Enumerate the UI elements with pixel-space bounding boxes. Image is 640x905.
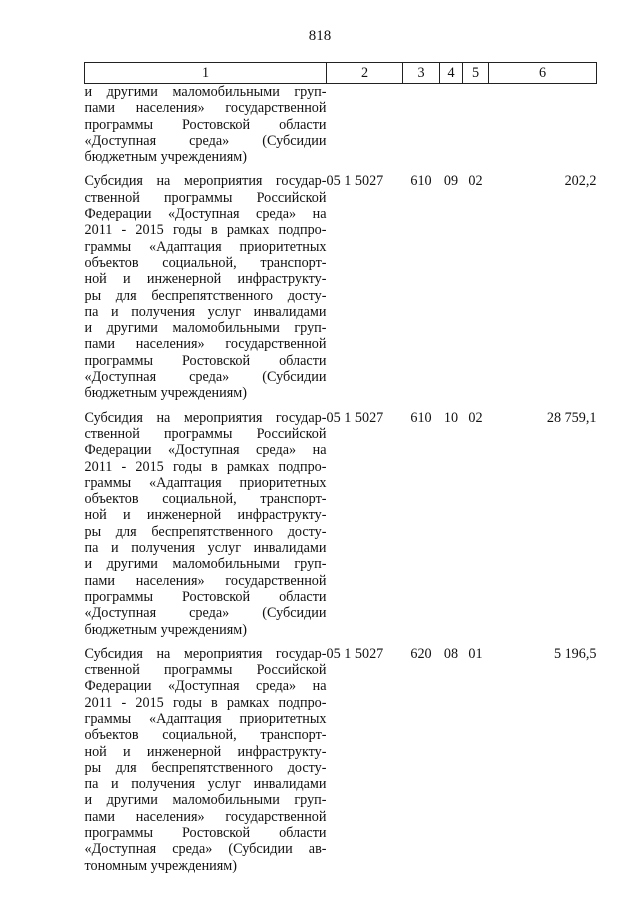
subsection-code: 01 bbox=[468, 645, 483, 662]
empty-cell bbox=[440, 84, 463, 166]
text-line: Субсидия на мероприятия государ- bbox=[84, 409, 327, 426]
text-line: ственной программы Российской bbox=[84, 189, 327, 206]
text-line: 2011 - 2015 годы в рамках подпро- bbox=[84, 222, 327, 239]
text-line: Федерации «Доступная среда» на bbox=[84, 442, 327, 459]
text-line: пами населения» государственной bbox=[84, 336, 327, 353]
text-line: ной и инженерной инфраструкту- bbox=[84, 743, 327, 760]
target-code: 05 1 5027 bbox=[326, 409, 384, 426]
text-line: бюджетным учреждениям) bbox=[84, 385, 247, 402]
text-line: па и получения услуг инвалидами bbox=[84, 303, 327, 320]
text-line: Субсидия на мероприятия государ- bbox=[84, 645, 327, 662]
table-row bbox=[85, 410, 597, 638]
empty-cell bbox=[463, 84, 489, 166]
text-line: и другими маломобильными груп- bbox=[84, 792, 327, 809]
text-line: программы Ростовской области bbox=[84, 116, 327, 133]
budget-table bbox=[84, 62, 597, 874]
subsection-code: 02 bbox=[468, 409, 483, 426]
text-line: 2011 - 2015 годы в рамках подпро- bbox=[84, 694, 327, 711]
table-row bbox=[85, 646, 597, 874]
text-line: «Доступная среда» (Субсидии bbox=[84, 369, 327, 386]
header-col-4: 4 bbox=[440, 63, 463, 84]
page-number: 818 bbox=[308, 28, 332, 44]
row-description bbox=[85, 410, 327, 638]
empty-cell bbox=[327, 84, 403, 166]
text-line: объектов социальной, транспорт- bbox=[84, 727, 327, 744]
section-code: 09 bbox=[443, 173, 459, 190]
text-line: и другими маломобильными груп- bbox=[84, 84, 327, 100]
empty-cell bbox=[403, 84, 440, 166]
text-line: па и получения услуг инвалидами bbox=[84, 540, 327, 557]
text-line: «Доступная среда» (Субсидии ав- bbox=[84, 841, 327, 858]
text-line: тономным учреждениям) bbox=[84, 857, 238, 874]
text-line: ры для беспрепятственного досту- bbox=[84, 287, 327, 304]
text-line: и другими маломобильными груп- bbox=[84, 556, 327, 573]
text-line: ры для беспрепятственного досту- bbox=[84, 759, 327, 776]
text-line: пами населения» государственной bbox=[84, 572, 327, 589]
section-code: 08 bbox=[443, 645, 459, 662]
expense-type: 610 bbox=[410, 409, 432, 426]
text-line: 2011 - 2015 годы в рамках подпро- bbox=[84, 458, 327, 475]
header-col-6: 6 bbox=[489, 63, 597, 84]
text-line: ственной программы Российской bbox=[84, 425, 327, 442]
text-line: программы Ростовской области bbox=[84, 588, 327, 605]
text-line: программы Ростовской области bbox=[84, 825, 327, 842]
text-line: па и получения услуг инвалидами bbox=[84, 776, 327, 793]
text-line: бюджетным учреждениям) bbox=[84, 149, 247, 166]
text-line: Субсидия на мероприятия государ- bbox=[84, 173, 327, 190]
header-col-3: 3 bbox=[403, 63, 440, 84]
continuation-row bbox=[85, 84, 597, 166]
amount: 202,2 bbox=[564, 173, 597, 190]
text-line: Федерации «Доступная среда» на bbox=[84, 206, 327, 223]
text-line: объектов социальной, транспорт- bbox=[84, 254, 327, 271]
text-line: объектов социальной, транспорт- bbox=[84, 491, 327, 508]
amount: 28 759,1 bbox=[546, 409, 597, 426]
header-col-1: 1 bbox=[85, 63, 327, 84]
table-header-row bbox=[85, 63, 597, 84]
text-line: и другими маломобильными груп- bbox=[84, 320, 327, 337]
text-line: ры для беспрепятственного досту- bbox=[84, 523, 327, 540]
expense-type: 620 bbox=[410, 645, 432, 662]
header-col-5: 5 bbox=[463, 63, 489, 84]
target-code: 05 1 5027 bbox=[326, 173, 384, 190]
text-line: «Доступная среда» (Субсидии bbox=[84, 132, 327, 149]
continuation-description bbox=[85, 84, 327, 166]
text-line: ной и инженерной инфраструкту- bbox=[84, 271, 327, 288]
row-description bbox=[85, 173, 327, 401]
empty-cell bbox=[489, 84, 597, 166]
text-line: Федерации «Доступная среда» на bbox=[84, 678, 327, 695]
section-code: 10 bbox=[443, 409, 459, 426]
target-code: 05 1 5027 bbox=[326, 645, 384, 662]
text-line: «Доступная среда» (Субсидии bbox=[84, 605, 327, 622]
text-line: программы Ростовской области bbox=[84, 352, 327, 369]
subsection-code: 02 bbox=[468, 173, 483, 190]
text-line: ственной программы Российской bbox=[84, 662, 327, 679]
row-description bbox=[85, 646, 327, 874]
header-col-2: 2 bbox=[327, 63, 403, 84]
text-line: ной и инженерной инфраструкту- bbox=[84, 507, 327, 524]
text-line: граммы «Адаптация приоритетных bbox=[84, 710, 327, 727]
text-line: бюджетным учреждениям) bbox=[84, 621, 247, 638]
expense-type: 610 bbox=[410, 173, 432, 190]
table-row bbox=[85, 173, 597, 401]
text-line: пами населения» государственной bbox=[84, 808, 327, 825]
text-line: граммы «Адаптация приоритетных bbox=[84, 238, 327, 255]
amount: 5 196,5 bbox=[553, 645, 597, 662]
text-line: граммы «Адаптация приоритетных bbox=[84, 474, 327, 491]
text-line: пами населения» государственной bbox=[84, 100, 327, 117]
